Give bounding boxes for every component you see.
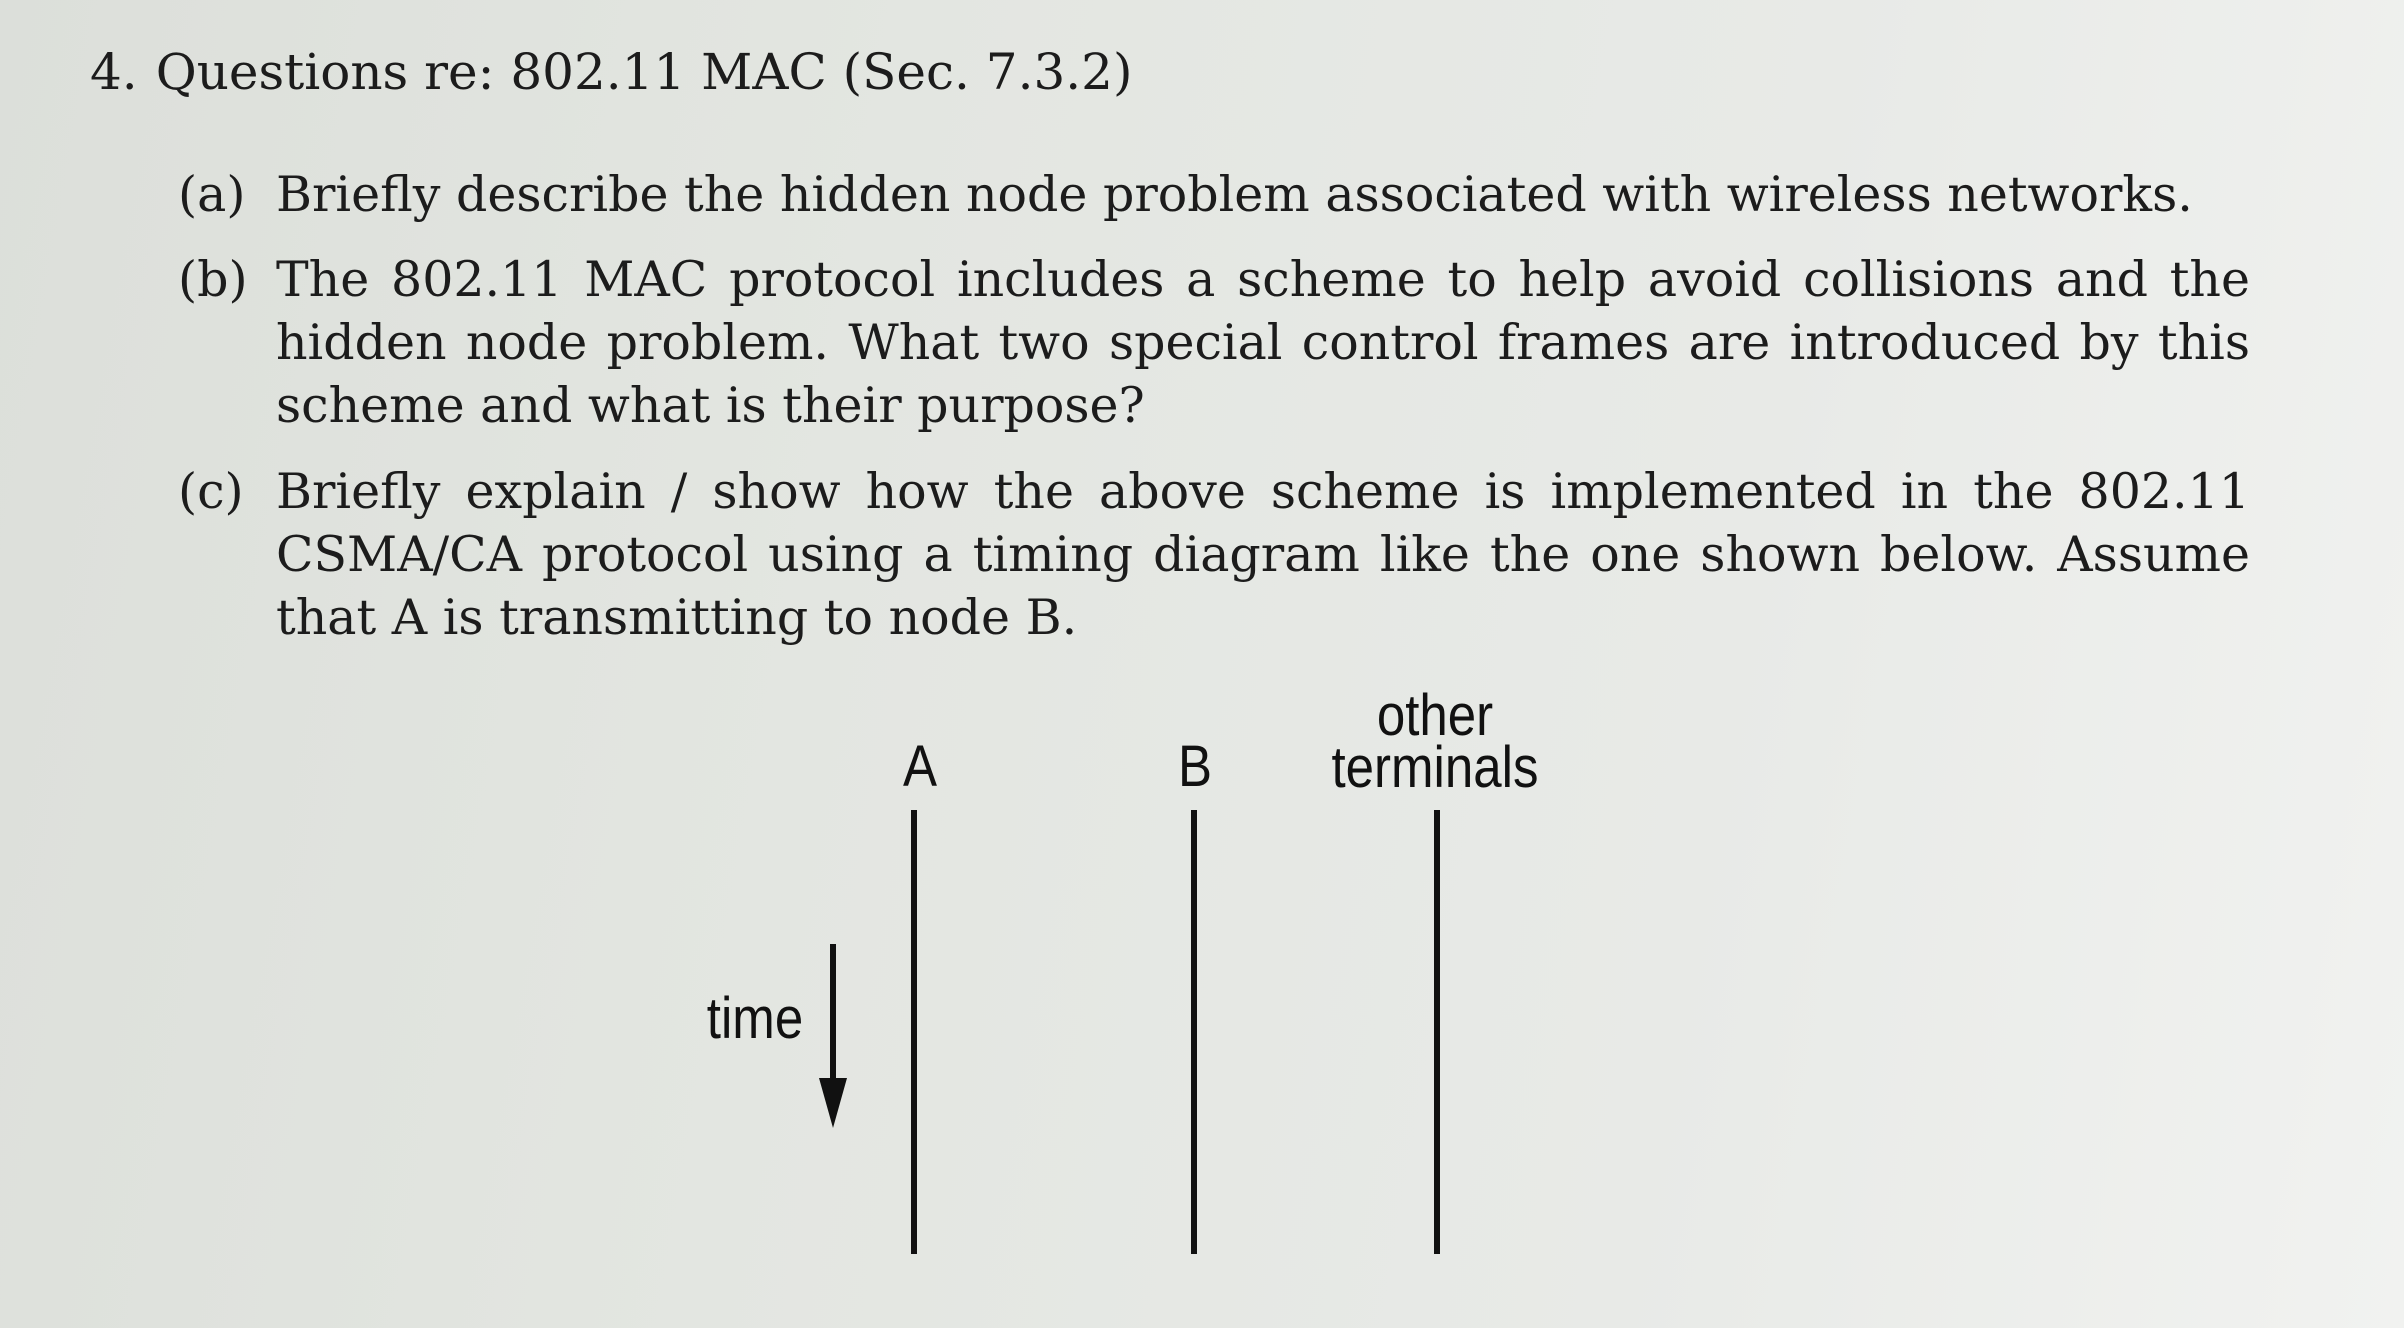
column-label-other-terminals: other terminals [1331, 683, 1539, 800]
column-label-b: B [1177, 734, 1213, 799]
question-number: 4. [90, 43, 138, 101]
question-title: Questions re: 802.11 MAC (Sec. 7.3.2) [155, 43, 1133, 101]
part-text-a: Briefly describe the hidden node problem associated with wireless networks. [276, 166, 2193, 223]
timeline-b [1191, 810, 1197, 1254]
time-axis-label: time [706, 986, 804, 1051]
part-label-b: (b) [178, 251, 248, 308]
timeline-a [911, 810, 917, 1254]
timeline-other-terminals [1434, 810, 1440, 1254]
part-text-c: Briefly explain / show how the above scheme is implemented in the 802.11 CSMA/CA protocol using a timing diagram like the one shown below. Assume that A is transmitting to node B. [276, 463, 2250, 646]
part-text-b: The 802.11 MAC protocol includes a scheme to help avoid collisions and the hidden node problem. What two special control frames are introduced by this scheme and what is their purpose? [276, 251, 2250, 434]
column-label-a: A [902, 734, 938, 799]
part-label-c: (c) [178, 463, 244, 520]
time-arrow-icon [812, 940, 854, 1130]
part-label-a: (a) [178, 166, 246, 223]
